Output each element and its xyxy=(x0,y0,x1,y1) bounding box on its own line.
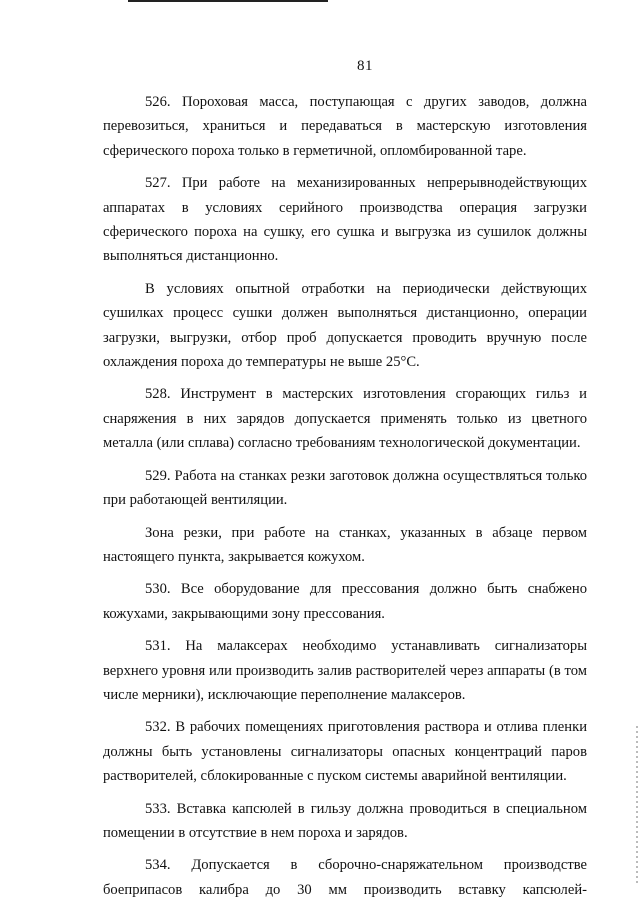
scan-edge-mark xyxy=(636,726,638,886)
top-rule xyxy=(128,0,328,2)
paragraph-529: 529. Работа на станках резки заготовок должна осуществляться только при работающей вентиляции. xyxy=(103,467,587,509)
paragraph-532: 532. В рабочих помещениях приготовления раствора и отлива пленки должны быть установлены сигнализаторы опасных концентраций паров растворителей, сблокированные с пуском системы аварийной вентиляции. xyxy=(103,719,587,785)
paragraph-527-part2: В условиях опытной отработки на периодически действующих сушилках процесс сушки должен выполняться дистанционно, операции загрузки, выгрузки, отбор проб допускается проводить вручную после охлаждения пороха до температуры не выше 25°С. xyxy=(103,280,587,371)
paragraph-527: 527. При работе на механизированных непрерывнодействующих аппаратах в условиях серийного производства операция загрузки сферического пороха на сушку, его сушка и выгрузка из сушилок должны выполняться дистанционно. xyxy=(103,175,587,265)
paragraph-530: 530. Все оборудование для прессования должно быть снабжено кожухами, закрывающими зону прессования. xyxy=(103,581,587,622)
paragraph-529-part2: Зона резки, при работе на станках, указанных в абзаце первом настоящего пункта, закрывается кожухом. xyxy=(103,524,587,565)
paragraph-534: 534. Допускается в сборочно-снаряжательном производстве боеприпасов калибра до 30 мм производить вставку капсюлей- xyxy=(103,857,587,898)
paragraph-528: 528. Инструмент в мастерских изготовления сгорающих гильз и снаряжения в них зарядов допускается применять только из цветного металла (или сплава) согласно требованиям технологической документации. xyxy=(103,386,587,452)
paragraph-526: 526. Пороховая масса, поступающая с других заводов, должна перевозиться, храниться и передаваться в мастерскую изготовления сферического пороха только в герметичной, опломбированной таре. xyxy=(103,94,587,159)
paragraph-531: 531. На малаксерах необходимо устанавливать сигнализаторы верхнего уровня или производить залив растворителей через аппараты (в том числе мерники), исключающие переполнение малаксеров. xyxy=(103,638,587,703)
page-number: 81 xyxy=(357,58,373,74)
paragraph-533: 533. Вставка капсюлей в гильзу должна проводиться в специальном помещении в отсутствие в нем пороха и зарядов. xyxy=(103,800,587,841)
document-body xyxy=(103,90,587,910)
